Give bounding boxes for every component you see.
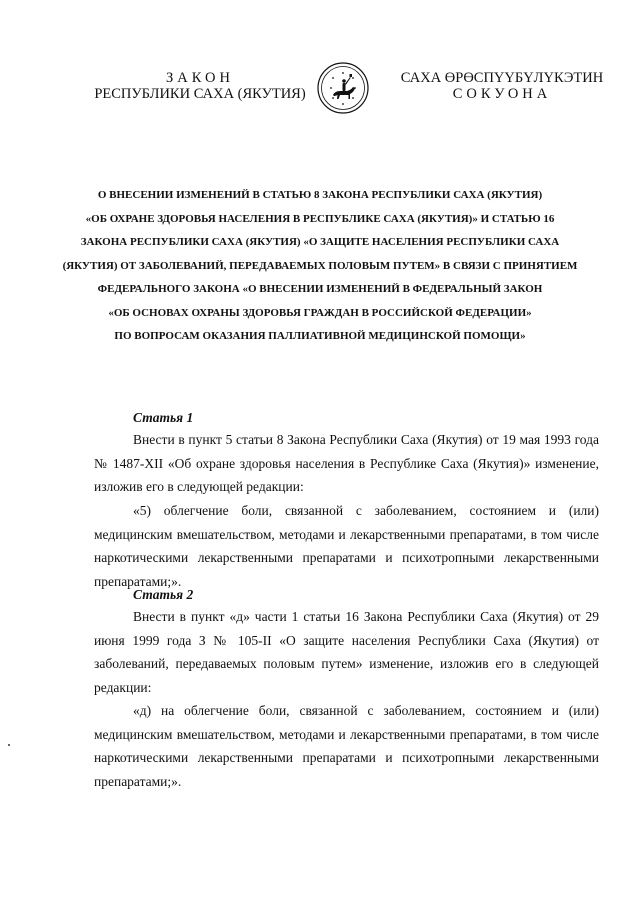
title-line: «ОБ ОСНОВАХ ОХРАНЫ ЗДОРОВЬЯ ГРАЖДАН В РОССИЙСКОЙ ФЕДЕРАЦИИ» — [108, 306, 532, 319]
document-title — [60, 184, 580, 349]
coat-of-arms-icon — [313, 61, 373, 115]
article-1-heading: Статья 1 — [133, 410, 194, 425]
title-line: ФЕДЕРАЛЬНОГО ЗАКОНА «О ВНЕСЕНИИ ИЗМЕНЕНИЙ В ФЕДЕРАЛЬНЫЙ ЗАКОН — [97, 283, 543, 295]
republic-name: РЕСПУБЛИКИ САХА (ЯКУТИЯ) — [94, 86, 306, 102]
article-2-quote: «д) на облегчение боли, связанной с заболеванием, состоянием и (или) медицинским вмешательством, методами и лекарственными препаратами, в том числе наркотическими лекарственными препаратами и психотропными лекарственными препаратами;». — [94, 703, 599, 789]
header-right — [382, 70, 622, 102]
header-left — [88, 70, 312, 102]
article-1-quote: «5) облегчение боли, связанной с заболеванием, состоянием и (или) медицинским вмешательством, методами и лекарственными препаратами, в том числе наркотическими лекарственными препаратами и психотропными лекарственными препаратами;». — [94, 503, 599, 589]
law-word: ЗАКОН — [166, 70, 234, 86]
margin-dot — [8, 744, 10, 746]
article-2-heading: Статья 2 — [133, 587, 194, 602]
title-line: ЗАКОНА РЕСПУБЛИКИ САХА (ЯКУТИЯ) «О ЗАЩИТЕ НАСЕЛЕНИЯ РЕСПУБЛИКИ САХА — [80, 236, 560, 248]
title-line: ПО ВОПРОСАМ ОКАЗАНИЯ ПАЛЛИАТИВНОЙ МЕДИЦИНСКОЙ ПОМОЩИ» — [114, 330, 526, 342]
article-2-paragraph: Внести в пункт «д» части 1 статьи 16 Закона Республики Саха (Якутия) от 29 июня 1999 года З № 105-II «О защите населения Республики Саха (Якутия) от заболеваний, передаваемых половым путем» изменение, изложив его в следующей редакции: — [94, 609, 599, 695]
title-line: О ВНЕСЕНИИ ИЗМЕНЕНИЙ В СТАТЬЮ 8 ЗАКОНА РЕСПУБЛИКИ САХА (ЯКУТИЯ) — [97, 189, 543, 201]
title-line: «ОБ ОХРАНЕ ЗДОРОВЬЯ НАСЕЛЕНИЯ В РЕСПУБЛИКЕ САХА (ЯКУТИЯ)» И СТАТЬЮ 16 — [85, 212, 555, 225]
law-word-sakha: СОКУОНА — [452, 86, 552, 102]
title-line: (ЯКУТИЯ) ОТ ЗАБОЛЕВАНИЙ, ПЕРЕДАВАЕМЫХ ПОЛОВЫМ ПУТЕМ» В СВЯЗИ С ПРИНЯТИЕМ — [62, 259, 578, 272]
republic-name-sakha: САХА ӨРӨСПҮҮБҮЛҮКЭТИН — [400, 70, 604, 86]
article-1-paragraph: Внести в пункт 5 статьи 8 Закона Республики Саха (Якутия) от 19 мая 1993 года № 1487-XII «Об охране здоровья населения в Республике Саха (Якутия)» изменение, изложив его в следующей редакции: — [94, 432, 599, 494]
